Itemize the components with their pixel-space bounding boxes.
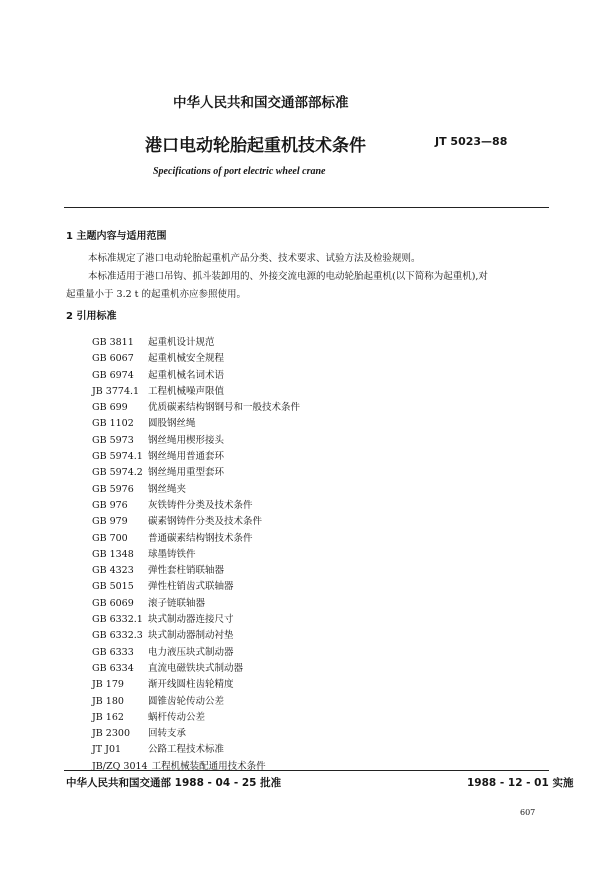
reference-item <box>92 579 300 595</box>
reference-code: JB 162 <box>92 711 124 723</box>
reference-code: JB 180 <box>92 695 124 707</box>
reference-code: JB 2300 <box>92 728 130 740</box>
issuing-authority: 中华人民共和国交通部部标准 <box>173 95 349 111</box>
implementation-date: 1988 - 12 - 01 实施 <box>467 777 574 789</box>
reference-name: 公路工程技术标准 <box>148 744 225 756</box>
reference-item <box>92 596 300 612</box>
top-rule <box>64 207 549 208</box>
reference-name: 球墨铸铁件 <box>148 548 196 560</box>
reference-code: GB 6974 <box>92 369 134 381</box>
reference-name: 起重机械名词术语 <box>148 369 225 381</box>
reference-code: GB 6334 <box>92 662 134 674</box>
reference-name: 优质碳素结构钢钢号和一般技术条件 <box>148 402 301 414</box>
reference-name: 弹性套柱销联轴器 <box>148 565 225 577</box>
reference-name: 钢丝绳用重型套环 <box>148 467 225 479</box>
reference-code: GB 976 <box>92 499 128 511</box>
reference-name: 蜗杆传动公差 <box>148 711 206 723</box>
reference-item <box>92 465 300 481</box>
reference-name: 工程机械噪声限值 <box>148 385 225 397</box>
reference-name: 钢丝绳用普通套环 <box>148 451 225 463</box>
reference-item <box>92 498 300 514</box>
reference-code: JT J01 <box>92 744 122 756</box>
reference-item <box>92 416 300 432</box>
reference-item <box>92 677 300 693</box>
reference-name: 起重机设计规范 <box>148 337 215 348</box>
reference-item <box>92 547 300 563</box>
reference-name: 块式制动器连接尺寸 <box>148 614 234 626</box>
reference-code: GB 5973 <box>92 434 134 446</box>
page-number: 607 <box>520 808 536 817</box>
reference-item <box>92 368 300 384</box>
section-1-paragraph-2-line-2: 起重量小于 3.2 t 的起重机亦应参照使用。 <box>66 289 246 300</box>
reference-code: GB 1102 <box>92 418 134 430</box>
reference-code: GB 6069 <box>92 597 134 609</box>
reference-item <box>92 645 300 661</box>
english-title: Specifications of port electric wheel crane <box>153 166 326 177</box>
reference-list <box>92 335 300 775</box>
reference-code: GB 1348 <box>92 548 134 560</box>
reference-name: 弹性柱销齿式联轴器 <box>148 581 234 593</box>
reference-name: 电力液压块式制动器 <box>148 646 234 658</box>
reference-item <box>92 531 300 547</box>
reference-code: JB 3774.1 <box>92 385 140 397</box>
reference-name: 圆锥齿轮传动公差 <box>148 695 225 707</box>
approval-statement: 中华人民共和国交通部 1988 - 04 - 25 批准 <box>66 777 282 789</box>
reference-code: GB 4323 <box>92 565 134 577</box>
reference-name: 普通碳素结构钢技术条件 <box>148 532 253 544</box>
reference-item <box>92 563 300 579</box>
reference-name: 钢丝绳用楔形接头 <box>148 434 225 446</box>
reference-item <box>92 726 300 742</box>
reference-item <box>92 514 300 530</box>
reference-name: 起重机械安全规程 <box>148 353 225 365</box>
reference-code: GB 3811 <box>92 337 134 348</box>
standard-code: JT 5023—88 <box>435 135 508 148</box>
reference-name: 碳素钢铸件分类及技术条件 <box>148 516 263 528</box>
section-1-paragraph-2-line-1: 本标准适用于港口吊钩、抓斗装卸用的、外接交流电源的电动轮胎起重机(以下简称为起重机),对 <box>88 271 488 282</box>
reference-code: JB/ZQ 3014 <box>92 760 148 772</box>
reference-name: 灰铁铸件分类及技术条件 <box>148 499 253 511</box>
reference-code: GB 6332.1 <box>92 614 143 626</box>
reference-item <box>92 351 300 367</box>
reference-code: GB 6067 <box>92 353 134 365</box>
reference-item <box>92 384 300 400</box>
reference-name: 直流电磁铁块式制动器 <box>148 662 244 674</box>
reference-item <box>92 612 300 628</box>
document-title: 港口电动轮胎起重机技术条件 <box>145 136 366 156</box>
reference-name: 圆股钢丝绳 <box>148 418 196 430</box>
reference-code: GB 5015 <box>92 581 134 593</box>
reference-code: JB 179 <box>92 679 124 691</box>
reference-name: 工程机械装配通用技术条件 <box>151 760 266 772</box>
reference-item <box>92 433 300 449</box>
reference-code: GB 5974.1 <box>92 451 143 463</box>
reference-code: GB 5974.2 <box>92 467 143 479</box>
reference-name: 回转支承 <box>148 728 187 740</box>
reference-code: GB 5976 <box>92 483 134 495</box>
reference-code: GB 6332.3 <box>92 630 143 642</box>
reference-item <box>92 694 300 710</box>
reference-code: GB 979 <box>92 516 128 528</box>
reference-item <box>92 482 300 498</box>
bottom-rule <box>64 770 549 771</box>
section-1-heading: 1 主题内容与适用范围 <box>66 231 167 242</box>
reference-name: 块式制动器制动衬垫 <box>148 630 234 642</box>
reference-item <box>92 449 300 465</box>
reference-item <box>92 710 300 726</box>
section-2-heading: 2 引用标准 <box>66 311 117 322</box>
section-1-paragraph-1: 本标准规定了港口电动轮胎起重机产品分类、技术要求、试验方法及检验规则。 <box>88 253 421 264</box>
reference-item <box>92 759 300 775</box>
reference-item <box>92 400 300 416</box>
reference-code: GB 6333 <box>92 646 134 658</box>
reference-item <box>92 661 300 677</box>
reference-name: 钢丝绳夹 <box>148 483 187 495</box>
reference-name: 滚子链联轴器 <box>148 597 206 609</box>
reference-code: GB 700 <box>92 532 128 544</box>
reference-code: GB 699 <box>92 402 128 414</box>
reference-item <box>92 628 300 644</box>
reference-item <box>92 742 300 758</box>
reference-name: 渐开线圆柱齿轮精度 <box>148 679 234 691</box>
reference-item <box>92 335 300 351</box>
